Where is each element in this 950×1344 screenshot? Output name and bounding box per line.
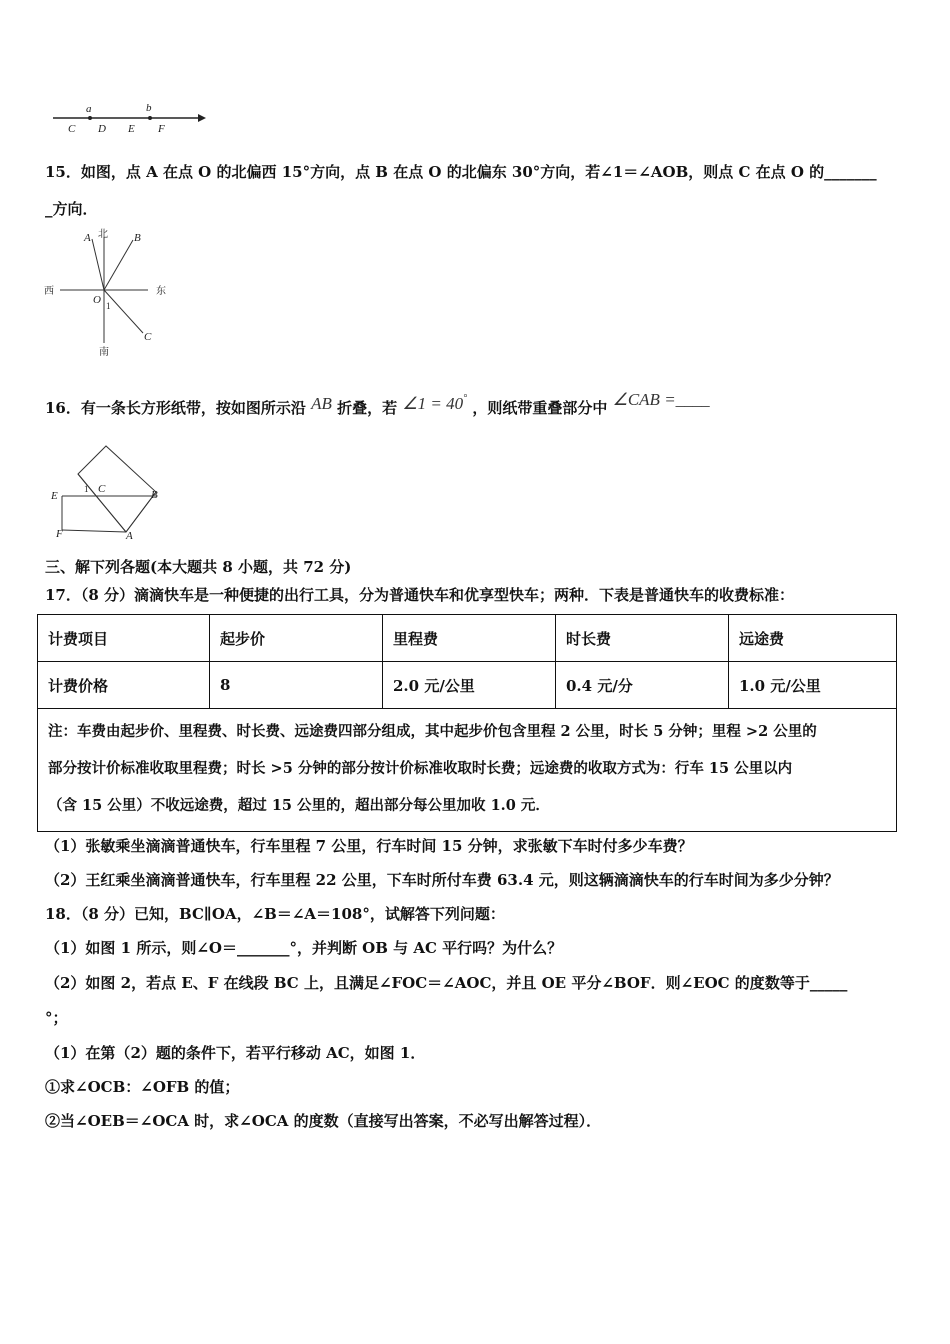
table-header-cell: 里程费 [383,615,556,662]
label-B: B [134,232,141,244]
table-header-row [38,615,897,662]
label-F: F [158,123,165,135]
compass-figure [40,225,190,360]
q16-degree: ° [463,393,468,404]
label-A: A [126,530,133,542]
q18-s5: ②当∠OEB＝∠OCA 时，求∠OCA 的度数（直接写出答案，不必写出解答过程）． [45,1112,602,1130]
label-east: 东 [156,286,166,297]
q15-line1: 15．如图，点 A 在点 O 的北偏西 15°方向，点 B 在点 O 的北偏东 30°方向，若∠1＝∠AOB，则点 C 在点 O 的_______ [45,163,877,181]
ray-OC [104,290,143,333]
number-line-arrow [198,114,206,122]
table-header-cell: 远途费 [729,615,897,662]
q17-sub2: （2）王红乘坐滴滴普通快车，行车里程 22 公里，下车时所付车费 63.4 元，则这辆滴滴快车的行车时间为多少分钟？ [45,871,839,889]
label-E: E [51,490,58,502]
q16-prefix: 16．有一条长方形纸带，按如图所示沿 [45,399,306,417]
ray-OB [104,240,133,290]
q18-s4: ①求∠OCB：∠OFB 的值； [45,1078,240,1096]
label-A: A [84,232,91,244]
q16-suffix: ，则纸带重叠部分中 [472,399,608,417]
q16-cab: ∠CAB =____ [612,390,710,409]
q15-line2: _方向． [45,200,98,218]
table-cell: 1.0 元/公里 [729,662,897,709]
table-row [38,662,897,709]
ray-OA [92,239,104,290]
table-cell: 8 [210,662,383,709]
table-cell: 2.0 元/公里 [383,662,556,709]
table-header-cell: 计费项目 [38,615,210,662]
folded-strip-figure [48,440,178,542]
label-C: C [98,483,106,495]
label-C: C [68,123,76,135]
fee-table [37,614,897,709]
note-line: 部分按计价标准收取里程费；时长 >5 分钟的部分按计价标准收取时长费；远途费的收取方式为：行车 15 公里以内 [48,760,793,777]
q17-intro: 17．（8 分）滴滴快车是一种便捷的出行工具，分为普通快车和优享型快车；两种．下表是普通快车的收费标准： [45,586,795,604]
label-north: 北 [98,229,108,240]
q16-mid: 折叠，若 [337,399,398,417]
label-b: b [146,102,152,114]
label-D: D [98,123,106,135]
table-cell: 计费价格 [38,662,210,709]
q16-line [45,390,710,428]
label-west: 西 [44,286,54,297]
point-a [88,116,92,120]
folded-part [78,446,156,532]
label-C: C [144,331,152,343]
q18-s2b: °； [45,1009,68,1027]
label-F: F [56,528,63,540]
q17-sub1: （1）张敏乘坐滴滴普通快车，行车里程 7 公里，行车时间 15 分钟，求张敏下车时付多少车费？ [45,837,693,855]
q16-angle1: ∠1 = 40 [402,394,464,413]
q18-s3: （1）在第（2）题的条件下，若平行移动 AC，如图 1． [45,1044,426,1062]
q18-intro: 18．（8 分）已知，BC∥OA，∠B＝∠A＝108°，试解答下列问题： [45,905,505,923]
strip-bottom-edge [62,530,126,532]
label-B: B [151,489,158,501]
number-line-figure [48,98,208,138]
note-line: （含 15 公里）不收远途费，超过 15 公里的，超出部分每公里加收 1.0 元． [48,797,550,814]
label-a: a [86,103,92,115]
label-O: O [93,294,101,306]
label-E: E [128,123,135,135]
table-header-cell: 起步价 [210,615,383,662]
point-b [148,116,152,120]
fee-table-note [37,707,897,832]
label-angle-1: 1 [84,484,89,494]
section-3-heading: 三、解下列各题(本大题共 8 小题，共 72 分) [45,558,352,576]
q16-segment-ab: AB [311,394,332,413]
q18-s2: （2）如图 2，若点 E、F 在线段 BC 上，且满足∠FOC＝∠AOC，并且 OE 平分∠BOF．则∠EOC 的度数等于_____ [45,974,848,992]
table-header-cell: 时长费 [556,615,729,662]
label-south: 南 [99,347,109,358]
q18-s1: （1）如图 1 所示，则∠O＝_______°，并判断 OB 与 AC 平行吗？为什么？ [45,939,563,957]
label-angle-1: 1 [106,301,111,311]
note-line: 注：车费由起步价、里程费、时长费、远途费四部分组成，其中起步价包含里程 2 公里，时长 5 分钟；里程 >2 公里的 [48,723,817,740]
table-cell: 0.4 元/分 [556,662,729,709]
